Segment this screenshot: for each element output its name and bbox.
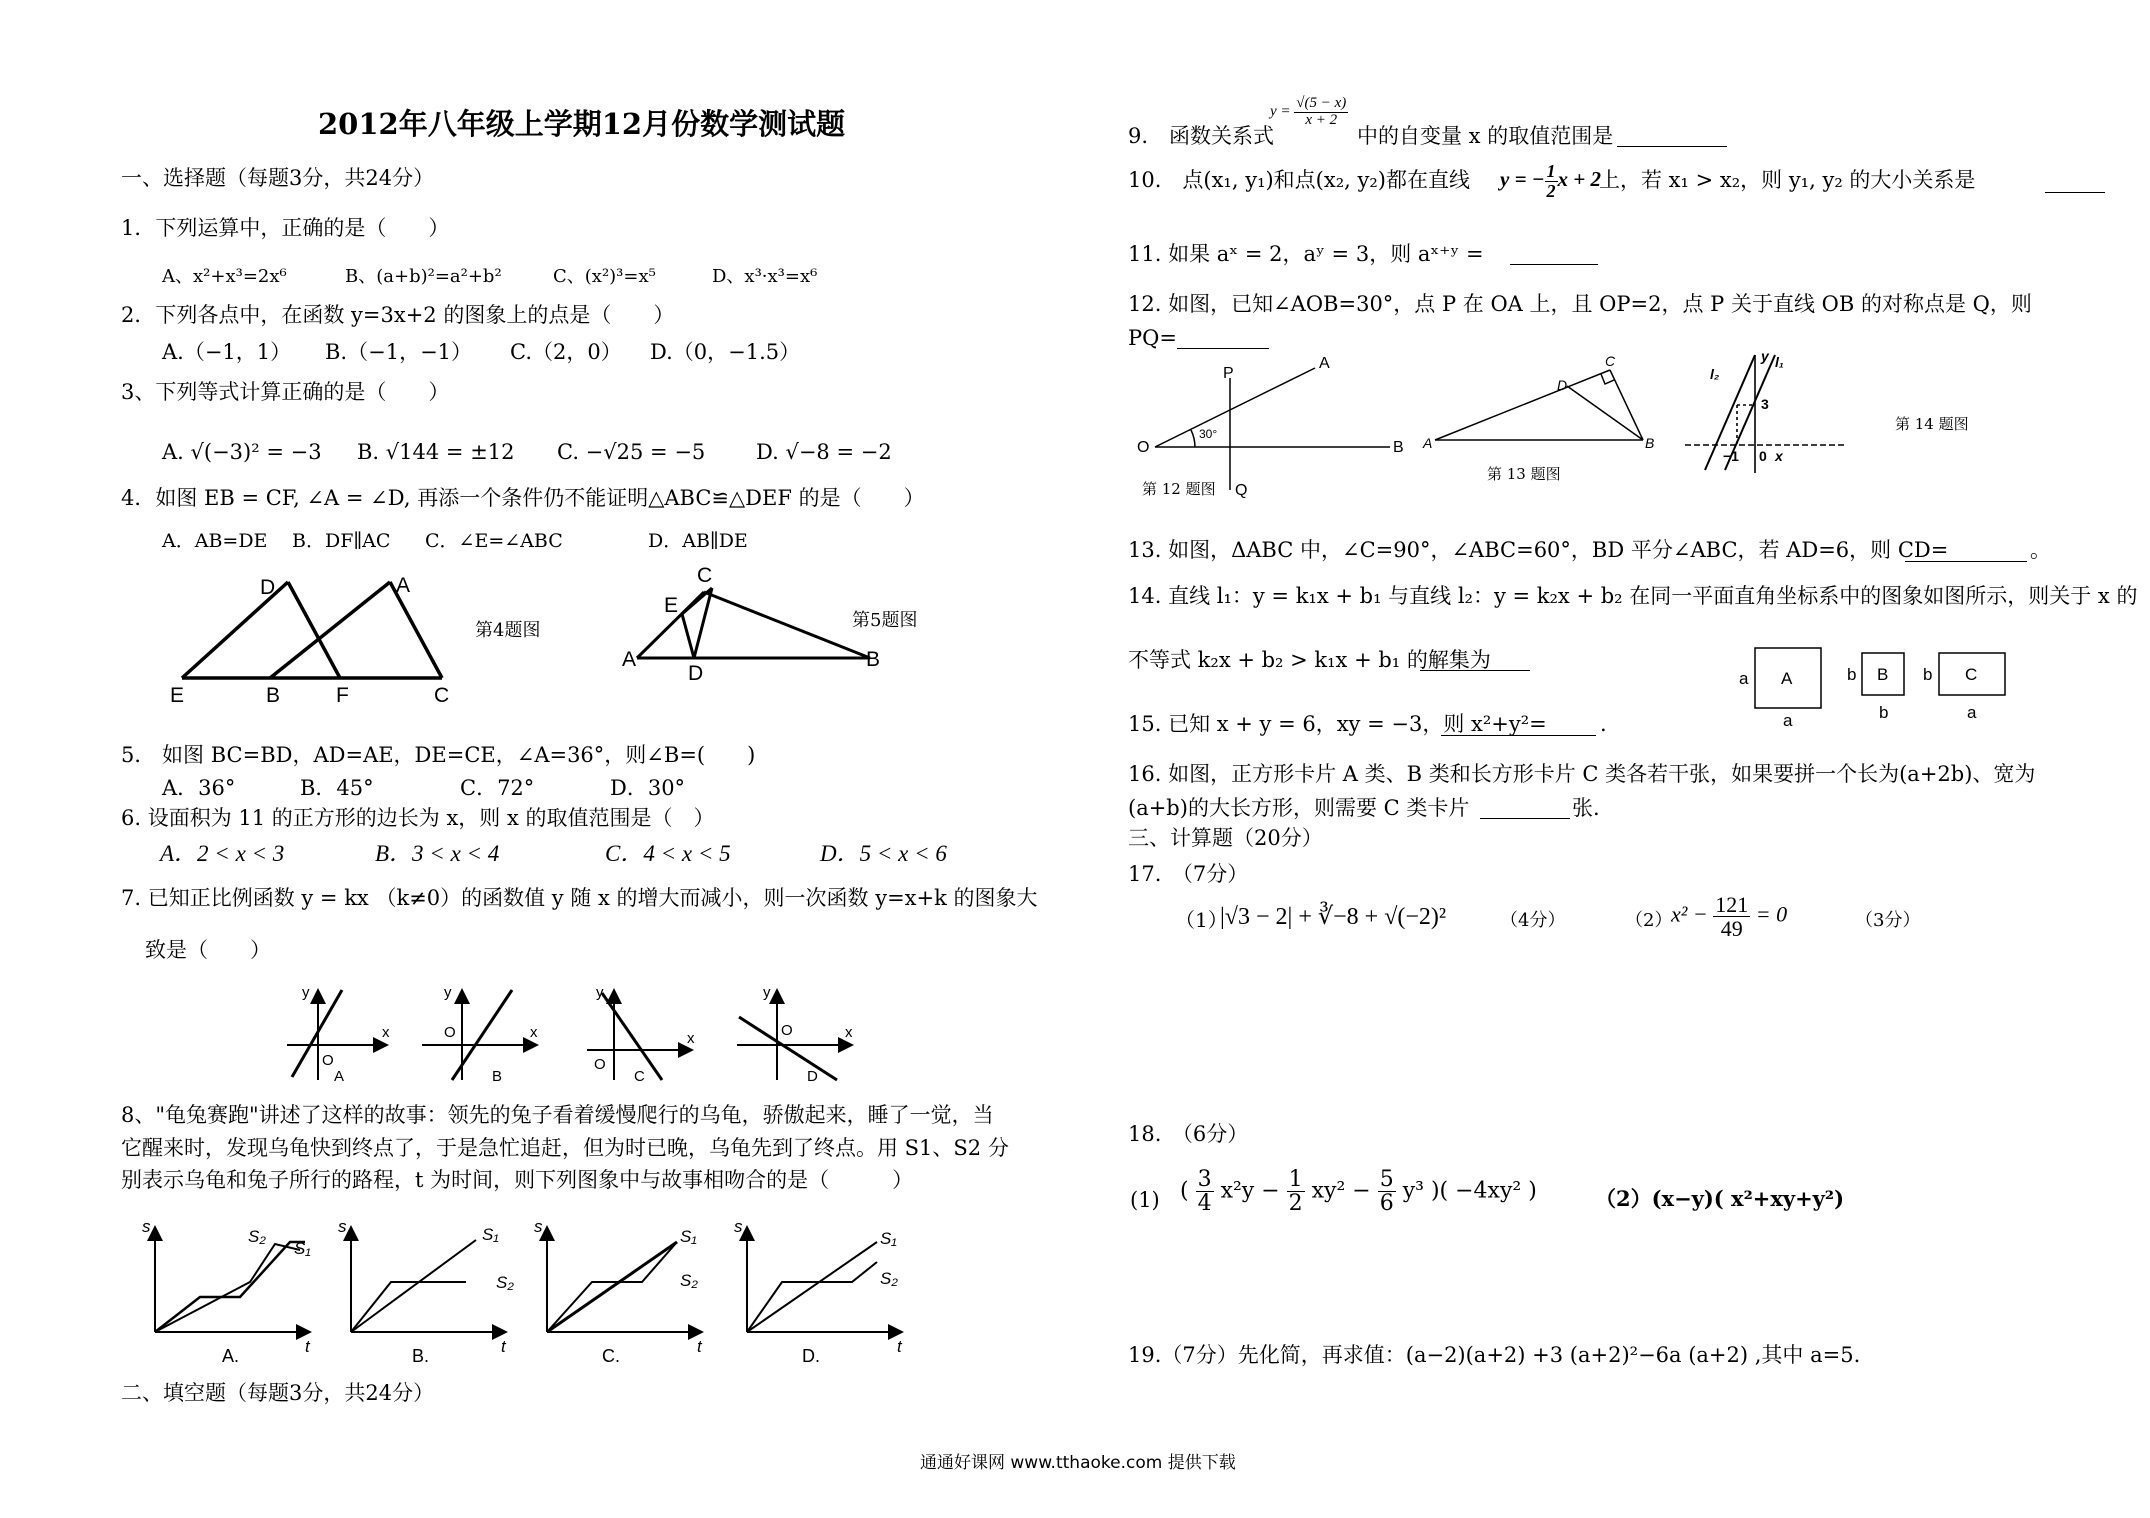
svg-text:S₂: S₂: [880, 1269, 898, 1288]
q5-option-c: C．72°: [460, 776, 535, 800]
q10-answer-blank[interactable]: [2045, 174, 2105, 193]
q6-option-a: A．2 < x < 3: [160, 841, 285, 866]
svg-text:A: A: [1423, 435, 1433, 451]
svg-text:y: y: [302, 984, 310, 1001]
svg-text:a: a: [1739, 669, 1749, 688]
svg-text:t: t: [897, 1337, 902, 1356]
svg-text:−1: −1: [1723, 448, 1739, 464]
q18-p1-label: (1): [1130, 1188, 1160, 1212]
q7-graph-b: [422, 984, 538, 1085]
q14-figure: [1675, 345, 1875, 475]
q12-figure: [1135, 350, 1435, 500]
q8-stem-line2: 它醒来时，发现乌龟快到终点了，于是急忙追赶，但为时已晚，乌龟先到了终点。用 S1、S2 分: [121, 1136, 1009, 1160]
q3-option-a: A. √(−3)² = −3: [162, 440, 322, 464]
svg-text:x: x: [1775, 448, 1783, 464]
svg-text:b: b: [1847, 665, 1857, 684]
q15-text: 15. 已知 x + y = 6，xy = −3，则 x²+y²=: [1128, 712, 1547, 736]
q8-graph-d: [747, 1227, 902, 1332]
q13-text: 13. 如图，ΔABC 中，∠C=90°，∠ABC=60°，BD 平分∠ABC，若 AD=6，则 CD=: [1128, 538, 1949, 562]
q14-answer-blank[interactable]: [1420, 652, 1530, 671]
q6-option-b: B．3 < x < 4: [375, 841, 500, 866]
svg-text:x: x: [845, 1024, 853, 1041]
q15-answer-blank[interactable]: [1441, 717, 1596, 736]
svg-text:0: 0: [1759, 448, 1767, 464]
svg-text:A: A: [334, 1068, 345, 1085]
section3-heading: 三、计算题（20分）: [1128, 826, 1323, 850]
q7-graph-a: [287, 984, 390, 1085]
section2-heading: 二、填空题（每题3分，共24分）: [121, 1381, 435, 1405]
q5-option-d: D．30°: [610, 776, 686, 800]
fig4-label-a: A: [396, 574, 411, 597]
q12-figure-label: 第 12 题图: [1142, 480, 1216, 498]
q2-option-d: D.（0，−1.5）: [650, 340, 801, 364]
svg-text:a: a: [1783, 711, 1793, 730]
fig5-label-d: D: [688, 662, 704, 685]
svg-text:S₁: S₁: [482, 1225, 499, 1244]
q2-option-c: C.（2，0）: [510, 340, 622, 364]
svg-text:x: x: [530, 1024, 538, 1041]
q1-option-b: B、(a+b)²=a²+b²: [345, 266, 502, 287]
q3-option-b: B. √144 = ±12: [357, 440, 515, 464]
q4-option-d: D．AB∥DE: [648, 530, 748, 552]
q10-text1: 10. 点(x₁, y₁)和点(x₂, y₂)都在直线: [1128, 168, 1470, 192]
q17-label: 17. （7分）: [1128, 862, 1249, 886]
svg-text:C: C: [1605, 353, 1616, 369]
svg-text:B: B: [1645, 435, 1655, 451]
q13-end: 。: [2030, 538, 2051, 562]
q13-figure: [1415, 352, 1655, 462]
q16-end: 张.: [1572, 796, 1600, 820]
q8-graph-a: [155, 1227, 310, 1332]
svg-text:D.: D.: [802, 1346, 820, 1366]
svg-text:b: b: [1879, 703, 1889, 722]
q11-text: 11. 如果 aˣ = 2，aʸ = 3，则 aˣ⁺ʸ =: [1128, 242, 1484, 266]
svg-text:s: s: [142, 1217, 151, 1236]
q7-stem-line1: 7. 已知正比例函数 y = kx （k≠0）的函数值 y 随 x 的增大而减小，则一次函数 y=x+k 的图象大: [121, 886, 1038, 910]
q17-p2-score: （3分）: [1855, 910, 1921, 931]
q14-line2: 不等式 k₂x + b₂ > k₁x + b₁ 的解集为: [1128, 648, 1491, 672]
q14-line1: 14. 直线 l₁：y = k₁x + b₁ 与直线 l₂：y = k₂x + b₂ 在同一平面直角坐标系中的图象如图所示，则关于 x 的: [1128, 584, 2138, 608]
q5-stem: 5． 如图 BC=BD，AD=AE，DE=CE，∠A=36°，则∠B=( ): [121, 743, 756, 767]
q2-option-b: B.（−1，−1）: [325, 340, 473, 364]
svg-text:l₂: l₂: [1710, 366, 1720, 382]
svg-text:O: O: [322, 1052, 334, 1069]
svg-text:O: O: [444, 1024, 456, 1041]
q13-answer-blank[interactable]: [1905, 543, 2027, 562]
q12-answer-blank[interactable]: [1177, 330, 1269, 349]
q9-answer-blank[interactable]: [1617, 128, 1727, 147]
fig5-label-c: C: [697, 564, 713, 587]
q15-end: .: [1600, 712, 1607, 736]
q17-p2-expr: x² − $\frac{121}{49}$ = 0: [1671, 892, 1788, 942]
svg-text:B.: B.: [412, 1346, 430, 1366]
svg-text:30°: 30°: [1199, 427, 1218, 441]
q4-option-c: C．∠E=∠ABC: [425, 530, 563, 552]
q4-figure-label: 第4题图: [475, 620, 541, 641]
q6-stem: 6. 设面积为 11 的正方形的边长为 x，则 x 的取值范围是（ ）: [121, 806, 715, 830]
svg-text:s: s: [534, 1217, 543, 1236]
q4-stem: 4．如图 EB = CF, ∠A = ∠D, 再添一个条件仍不能证明△ABC≌△DEF 的是（ ）: [121, 486, 925, 510]
svg-text:D: D: [807, 1068, 818, 1085]
svg-text:C.: C.: [602, 1346, 620, 1366]
q11-answer-blank[interactable]: [1510, 246, 1598, 265]
card-c-label: C: [1965, 665, 1978, 684]
svg-text:y: y: [596, 984, 604, 1001]
q18-label: 18. （6分）: [1128, 1122, 1249, 1146]
q3-option-c: C. −√25 = −5: [557, 440, 706, 464]
q8-stem-line3: 别表示乌龟和兔子所行的路程，t 为时间，则下列图象中与故事相吻合的是（ ）: [121, 1168, 914, 1192]
q5-figure-label: 第5题图: [852, 610, 918, 631]
q9-suffix: 中的自变量 x 的取值范围是: [1357, 124, 1614, 148]
svg-text:B: B: [492, 1068, 503, 1085]
svg-text:x: x: [382, 1024, 390, 1041]
card-b-label: B: [1877, 665, 1889, 684]
q3-option-d: D. √−8 = −2: [756, 440, 892, 464]
q8-graph-c: [547, 1227, 702, 1332]
svg-text:O: O: [594, 1056, 606, 1073]
fig4-label-f: F: [336, 684, 349, 707]
q16-line1: 16. 如图，正方形卡片 A 类、B 类和长方形卡片 C 类各若干张，如果要拼一个长为(a+2b)、宽为: [1128, 762, 2036, 786]
svg-text:S₂: S₂: [680, 1271, 698, 1290]
q5-option-a: A．36°: [162, 776, 236, 800]
fig4-label-b: B: [266, 684, 281, 707]
q18-p1-expr: ( $\frac{3}{4}$ x²y − $\frac{1}{2}$ xy² − $\frac{5}{6}$ y³ )( −4xy² ): [1180, 1167, 1537, 1217]
q2-option-a: A.（−1，1）: [162, 340, 292, 364]
q9-formula: y = $\frac{√(5 - x)}{x + 2}$: [1270, 95, 1347, 128]
q1-option-a: A、x²+x³=2x⁶: [162, 266, 287, 287]
q16-line2: (a+b)的大长方形，则需要 C 类卡片: [1128, 796, 1470, 820]
svg-text:s: s: [734, 1217, 743, 1236]
q16-cards: [1735, 640, 2135, 730]
q16-answer-blank[interactable]: [1480, 800, 1570, 819]
q17-p1-expr: |√3 − 2| + ∛−8 + √(−2)²: [1220, 904, 1447, 930]
q10-line-eq: y = − $\frac{1}{2}$ x + 2: [1500, 161, 1601, 201]
svg-text:O: O: [1137, 439, 1150, 456]
page-title: 2012年八年级上学期12月份数学测试题: [318, 107, 846, 141]
q8-stem-line1: 8、"龟兔赛跑"讲述了这样的故事：领先的兔子看着缓慢爬行的乌龟，骄傲起来，睡了一觉，当: [121, 1103, 994, 1127]
q8-graphs: [140, 1217, 940, 1367]
q12-line1: 12. 如图，已知∠AOB=30°，点 P 在 OA 上，且 OP=2，点 P 关于直线 OB 的对称点是 Q，则: [1128, 292, 2032, 316]
q14-figure-label: 第 14 题图: [1895, 415, 1969, 433]
section1-heading: 一、选择题（每题3分，共24分）: [121, 166, 435, 190]
svg-text:s: s: [338, 1217, 347, 1236]
q10-text2: 上，若 x₁ > x₂，则 y₁, y₂ 的大小关系是: [1599, 168, 1976, 192]
q6-option-c: C．4 < x < 5: [605, 841, 731, 866]
fig5-label-a: A: [622, 648, 637, 671]
svg-text:A: A: [1319, 355, 1330, 372]
svg-text:B: B: [1393, 439, 1404, 456]
svg-text:a: a: [1967, 703, 1977, 722]
svg-text:t: t: [305, 1337, 310, 1356]
q17-p1-score: （4分）: [1500, 910, 1566, 931]
q17-p2-label: （2）: [1625, 910, 1673, 931]
q7-graphs: [282, 984, 882, 1085]
q4-option-a: A．AB=DE: [162, 530, 268, 552]
svg-text:y: y: [763, 984, 771, 1001]
svg-text:t: t: [501, 1337, 506, 1356]
svg-text:y: y: [444, 984, 452, 1001]
svg-text:t: t: [697, 1337, 702, 1356]
svg-text:S₂: S₂: [496, 1273, 514, 1292]
q6-option-d: D．5 < x < 6: [820, 841, 947, 866]
svg-text:C: C: [634, 1068, 645, 1085]
svg-text:S₁: S₁: [294, 1239, 311, 1258]
svg-text:P: P: [1223, 365, 1234, 382]
q4-option-b: B．DF∥AC: [292, 530, 391, 552]
footer-credit: 通通好课网 www.tthaoke.com 提供下载: [920, 1453, 1236, 1473]
q1-option-d: D、x³·x³=x⁶: [712, 266, 818, 287]
q1-stem: 1．下列运算中，正确的是（ ）: [121, 216, 450, 240]
fig4-label-d: D: [260, 576, 276, 599]
svg-text:D: D: [1557, 377, 1568, 393]
svg-text:S₁: S₁: [680, 1227, 697, 1246]
svg-text:l₁: l₁: [1775, 354, 1784, 370]
q3-stem: 3、下列等式计算正确的是（ ）: [121, 380, 450, 404]
q1-option-c: C、(x²)³=x⁵: [553, 266, 656, 287]
svg-text:O: O: [781, 1022, 793, 1039]
svg-text:A.: A.: [222, 1346, 240, 1366]
svg-text:S₁: S₁: [880, 1229, 897, 1248]
q12-line2: PQ=: [1128, 326, 1177, 350]
q5-option-b: B．45°: [300, 776, 374, 800]
q7-stem-line2: 致是（ ）: [145, 938, 271, 962]
fig4-label-c: C: [434, 684, 450, 707]
svg-text:x: x: [687, 1030, 695, 1047]
svg-text:b: b: [1923, 665, 1933, 684]
q7-graph-d: [737, 984, 853, 1085]
q7-graph-c: [587, 984, 695, 1085]
svg-text:Q: Q: [1235, 482, 1248, 499]
q9-prefix: 9. 函数关系式: [1128, 124, 1275, 148]
q13-figure-label: 第 13 题图: [1487, 465, 1561, 483]
svg-text:y: y: [1761, 348, 1769, 364]
fig5-label-b: B: [866, 648, 881, 671]
fig4-label-e: E: [170, 684, 185, 707]
svg-text:3: 3: [1761, 396, 1769, 412]
q2-stem: 2．下列各点中，在函数 y=3x+2 的图象上的点是（ ）: [121, 303, 675, 327]
q19-text: 19.（7分）先化简，再求值：(a−2)(a+2) +3 (a+2)²−6a (a+2) ,其中 a=5.: [1128, 1343, 1861, 1367]
svg-text:S₂: S₂: [248, 1227, 266, 1246]
q4-figure: [170, 570, 470, 710]
fig5-label-e: E: [664, 594, 679, 617]
card-a-label: A: [1781, 669, 1793, 688]
q17-p1-label: （1）: [1175, 908, 1228, 932]
q18-p2-expr: （2）(x−y)( x²+xy+y²): [1595, 1186, 1845, 1211]
